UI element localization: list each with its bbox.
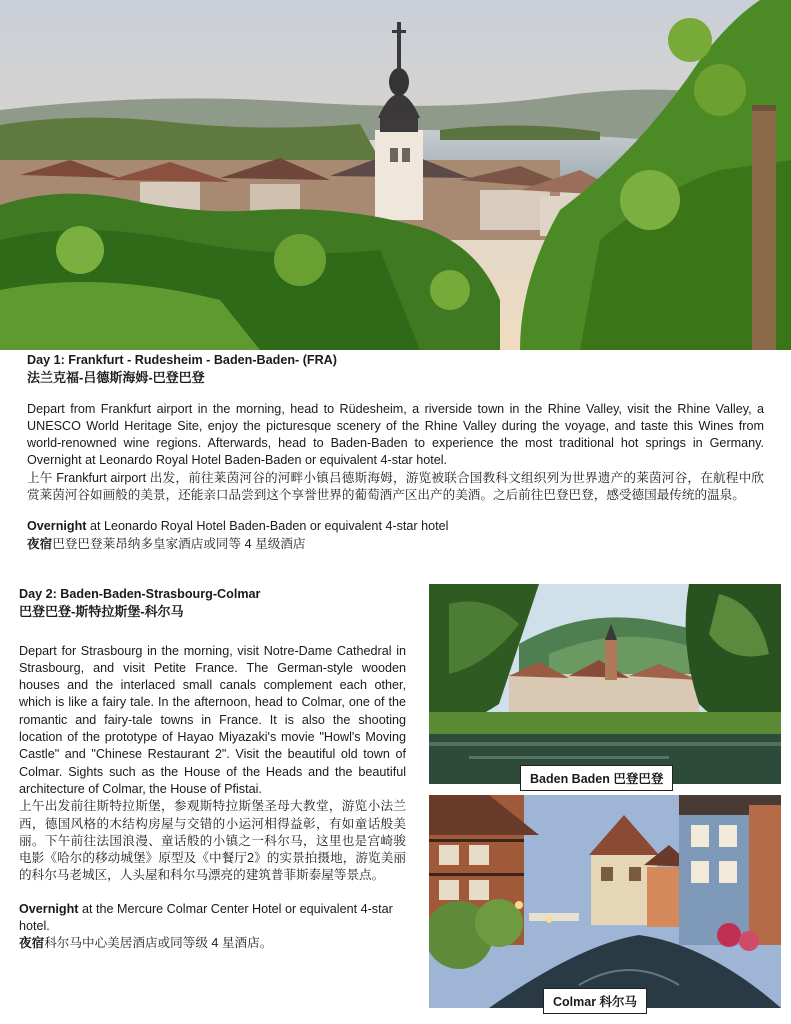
day2-description-cn: 上午出发前往斯特拉斯堡，参观斯特拉斯堡圣母大教堂，游览小法兰西，德国风格的木结构房屋与交错的小运河相得益彰，有如童话般美丽。下午前往法国浪漫、童话般的小镇之一科尔马，这里也是宫崎骏电影《哈尔的移动城堡》原型及《中餐厅2》的实景拍摄地，游览美丽的科尔马老城区，人头屋和科尔马漂亮的建筑普菲斯泰屋等景点。 [19, 799, 406, 883]
colmar-photo [429, 795, 781, 1008]
day1-overnight-label-cn: 夜宿 [27, 536, 53, 551]
day2-overnight-text: at the Mercure Colmar Center Hotel or equivalent 4-star hotel. [19, 901, 393, 934]
hero-photo-rudesheim [0, 0, 791, 350]
day1-section [27, 352, 764, 553]
colmar-caption: Colmar 科尔马 [543, 988, 647, 1014]
day2-description: Depart for Strasbourg in the morning, visit Notre-Dame Cathedral in Strasbourg, and visit Petite France. The German-style wooden houses and the interlaced small canals complement each other, which is like a fairy tale. In the afternoon, head to Colmar, one of the romantic and fairy-tale towns in France. It is also the shooting location of the prototype of Hayao Miyazaki's movie "Howl's Moving Castle" and "Chinese Restaurant 2". Visit the beautiful old town of Colmar. Sights such as the House of the Heads and the beautiful architecture of Colmar, the House of Pfistai. [19, 643, 406, 796]
day1-title: Day 1: Frankfurt - Rudesheim - Baden-Baden- (FRA) [27, 353, 337, 367]
day1-overnight-text-cn: 巴登巴登莱昂纳多皇家酒店或同等 4 星级酒店 [52, 536, 306, 551]
day1-description-cn: 上午 Frankfurt airport 出发，前往莱茵河谷的河畔小镇吕德斯海姆，游览被联合国教科文组织列为世界遗产的莱茵河谷，在航程中欣赏莱茵河谷如画般的美景，还能亲口品尝到这个享誉世界的葡萄酒产区出产的美酒。之后前往巴登巴登，感受德国最传统的温泉。 [27, 470, 764, 503]
day2-section [19, 586, 406, 953]
day2-title-cn: 巴登巴登-斯特拉斯堡-科尔马 [19, 604, 184, 620]
day1-overnight-cn [27, 536, 764, 553]
day1-overnight [27, 518, 764, 535]
day2-title: Day 2: Baden-Baden-Strasbourg-Colmar [19, 587, 261, 601]
baden-baden-photo [429, 584, 781, 784]
day2-overnight-label-cn: 夜宿 [19, 936, 45, 951]
day2-overnight [19, 901, 406, 936]
day2-overnight-text-cn: 科尔马中心美居酒店或同等级 4 星酒店。 [44, 936, 273, 951]
baden-baden-caption: Baden Baden 巴登巴登 [520, 765, 673, 791]
day2-overnight-label: Overnight [19, 901, 79, 916]
day1-overnight-label: Overnight [27, 519, 87, 534]
day2-overnight-cn [19, 935, 406, 952]
day1-description: Depart from Frankfurt airport in the morning, head to Rüdesheim, a riverside town in the Rhine Valley, visit the Rhine Valley, a UNESCO World Heritage Site, enjoy the picturesque scenery of the Rhine Valley during the voyage, and taste this Wines from world-renowned wine regions. Afterwards, head to Baden-Baden to experience the most traditional hot springs in Germany. Overnight at Leonardo Royal Hotel Baden-Baden or equivalent 4-star hotel. [27, 401, 764, 468]
day1-overnight-text: at Leonardo Royal Hotel Baden-Baden or equivalent 4-star hotel [86, 519, 449, 534]
day1-title-cn: 法兰克福-吕德斯海姆-巴登巴登 [27, 370, 205, 386]
